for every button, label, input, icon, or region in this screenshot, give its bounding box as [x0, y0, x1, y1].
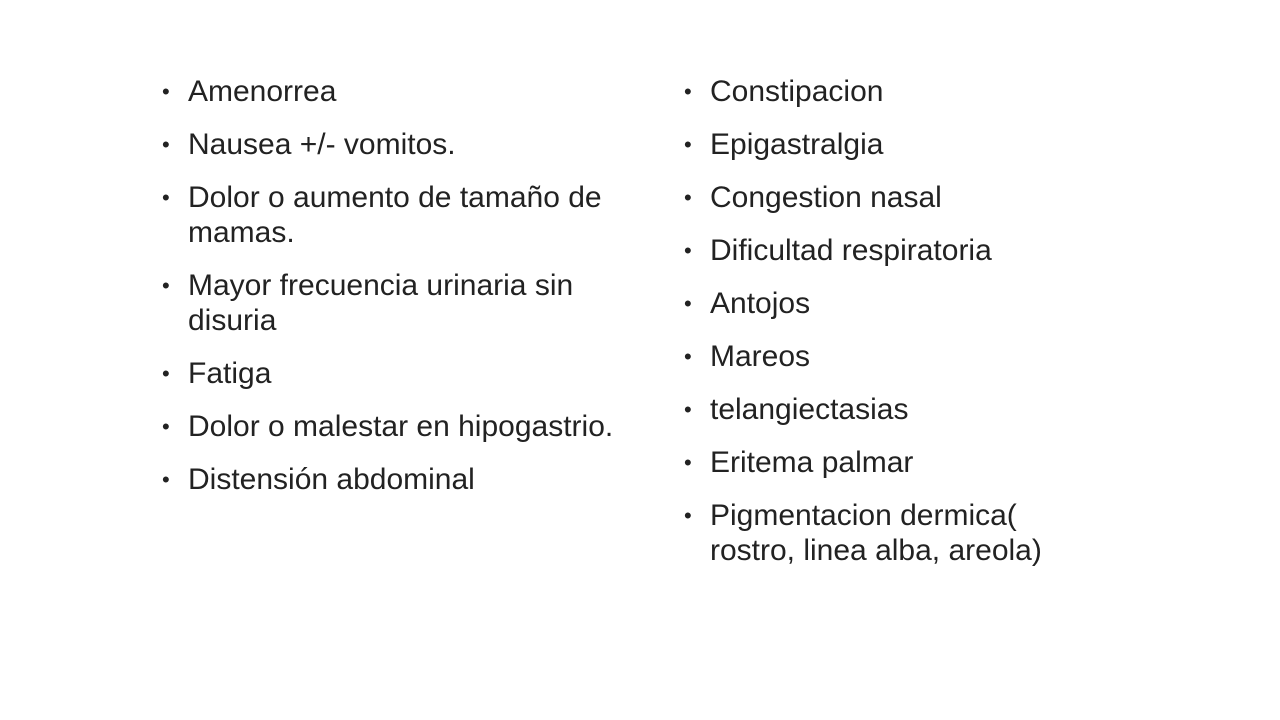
list-item-text: Dolor o aumento de tamaño de mamas. — [188, 181, 602, 249]
list-item-text: Fatiga — [188, 357, 272, 390]
bullet-icon: • — [684, 185, 692, 210]
bullet-icon: • — [162, 414, 170, 439]
list-item — [684, 339, 1104, 374]
list-item — [684, 445, 1104, 480]
list-item-text: Congestion nasal — [710, 181, 942, 214]
list-item-text: Pigmentacion dermica( rostro, linea alba, areola) — [710, 499, 1042, 567]
list-item-text: Antojos — [710, 287, 811, 320]
list-item-text: Mareos — [710, 340, 811, 373]
list-item — [684, 286, 1104, 321]
list-item-text: Dificultad respiratoria — [710, 234, 992, 267]
list-item — [162, 462, 632, 497]
list-item-text: Eritema palmar — [710, 446, 914, 479]
bullet-icon: • — [162, 361, 170, 386]
bullet-icon: • — [162, 185, 170, 210]
bullet-icon: • — [684, 344, 692, 369]
bullet-icon: • — [684, 238, 692, 263]
list-item — [162, 180, 632, 250]
list-item-text: telangiectasias — [710, 393, 909, 426]
list-item — [162, 74, 632, 109]
bullet-icon: • — [684, 291, 692, 316]
bullet-icon: • — [162, 132, 170, 157]
list-item — [684, 498, 1104, 568]
list-item-text: Nausea +/- vomitos. — [188, 128, 456, 161]
bullet-icon: • — [684, 450, 692, 475]
bullet-icon: • — [684, 79, 692, 104]
list-item-text: Mayor frecuencia urinaria sin disuria — [188, 269, 574, 337]
bullet-icon: • — [162, 467, 170, 492]
bullet-icon: • — [684, 503, 692, 528]
list-item-text: Epigastralgia — [710, 128, 884, 161]
list-item — [684, 74, 1104, 109]
right-bullet-list — [684, 74, 1104, 586]
list-item — [162, 127, 632, 162]
list-item-text: Constipacion — [710, 75, 884, 108]
list-item — [162, 268, 632, 338]
list-item — [684, 392, 1104, 427]
left-bullet-list — [162, 74, 632, 515]
bullet-icon: • — [162, 79, 170, 104]
list-item-text: Distensión abdominal — [188, 463, 475, 496]
list-item-text: Dolor o malestar en hipogastrio. — [188, 410, 614, 443]
bullet-icon: • — [162, 273, 170, 298]
list-item — [162, 409, 632, 444]
list-item — [684, 180, 1104, 215]
list-item — [684, 233, 1104, 268]
list-item-text: Amenorrea — [188, 75, 337, 108]
bullet-icon: • — [684, 397, 692, 422]
list-item — [162, 356, 632, 391]
bullet-icon: • — [684, 132, 692, 157]
list-item — [684, 127, 1104, 162]
